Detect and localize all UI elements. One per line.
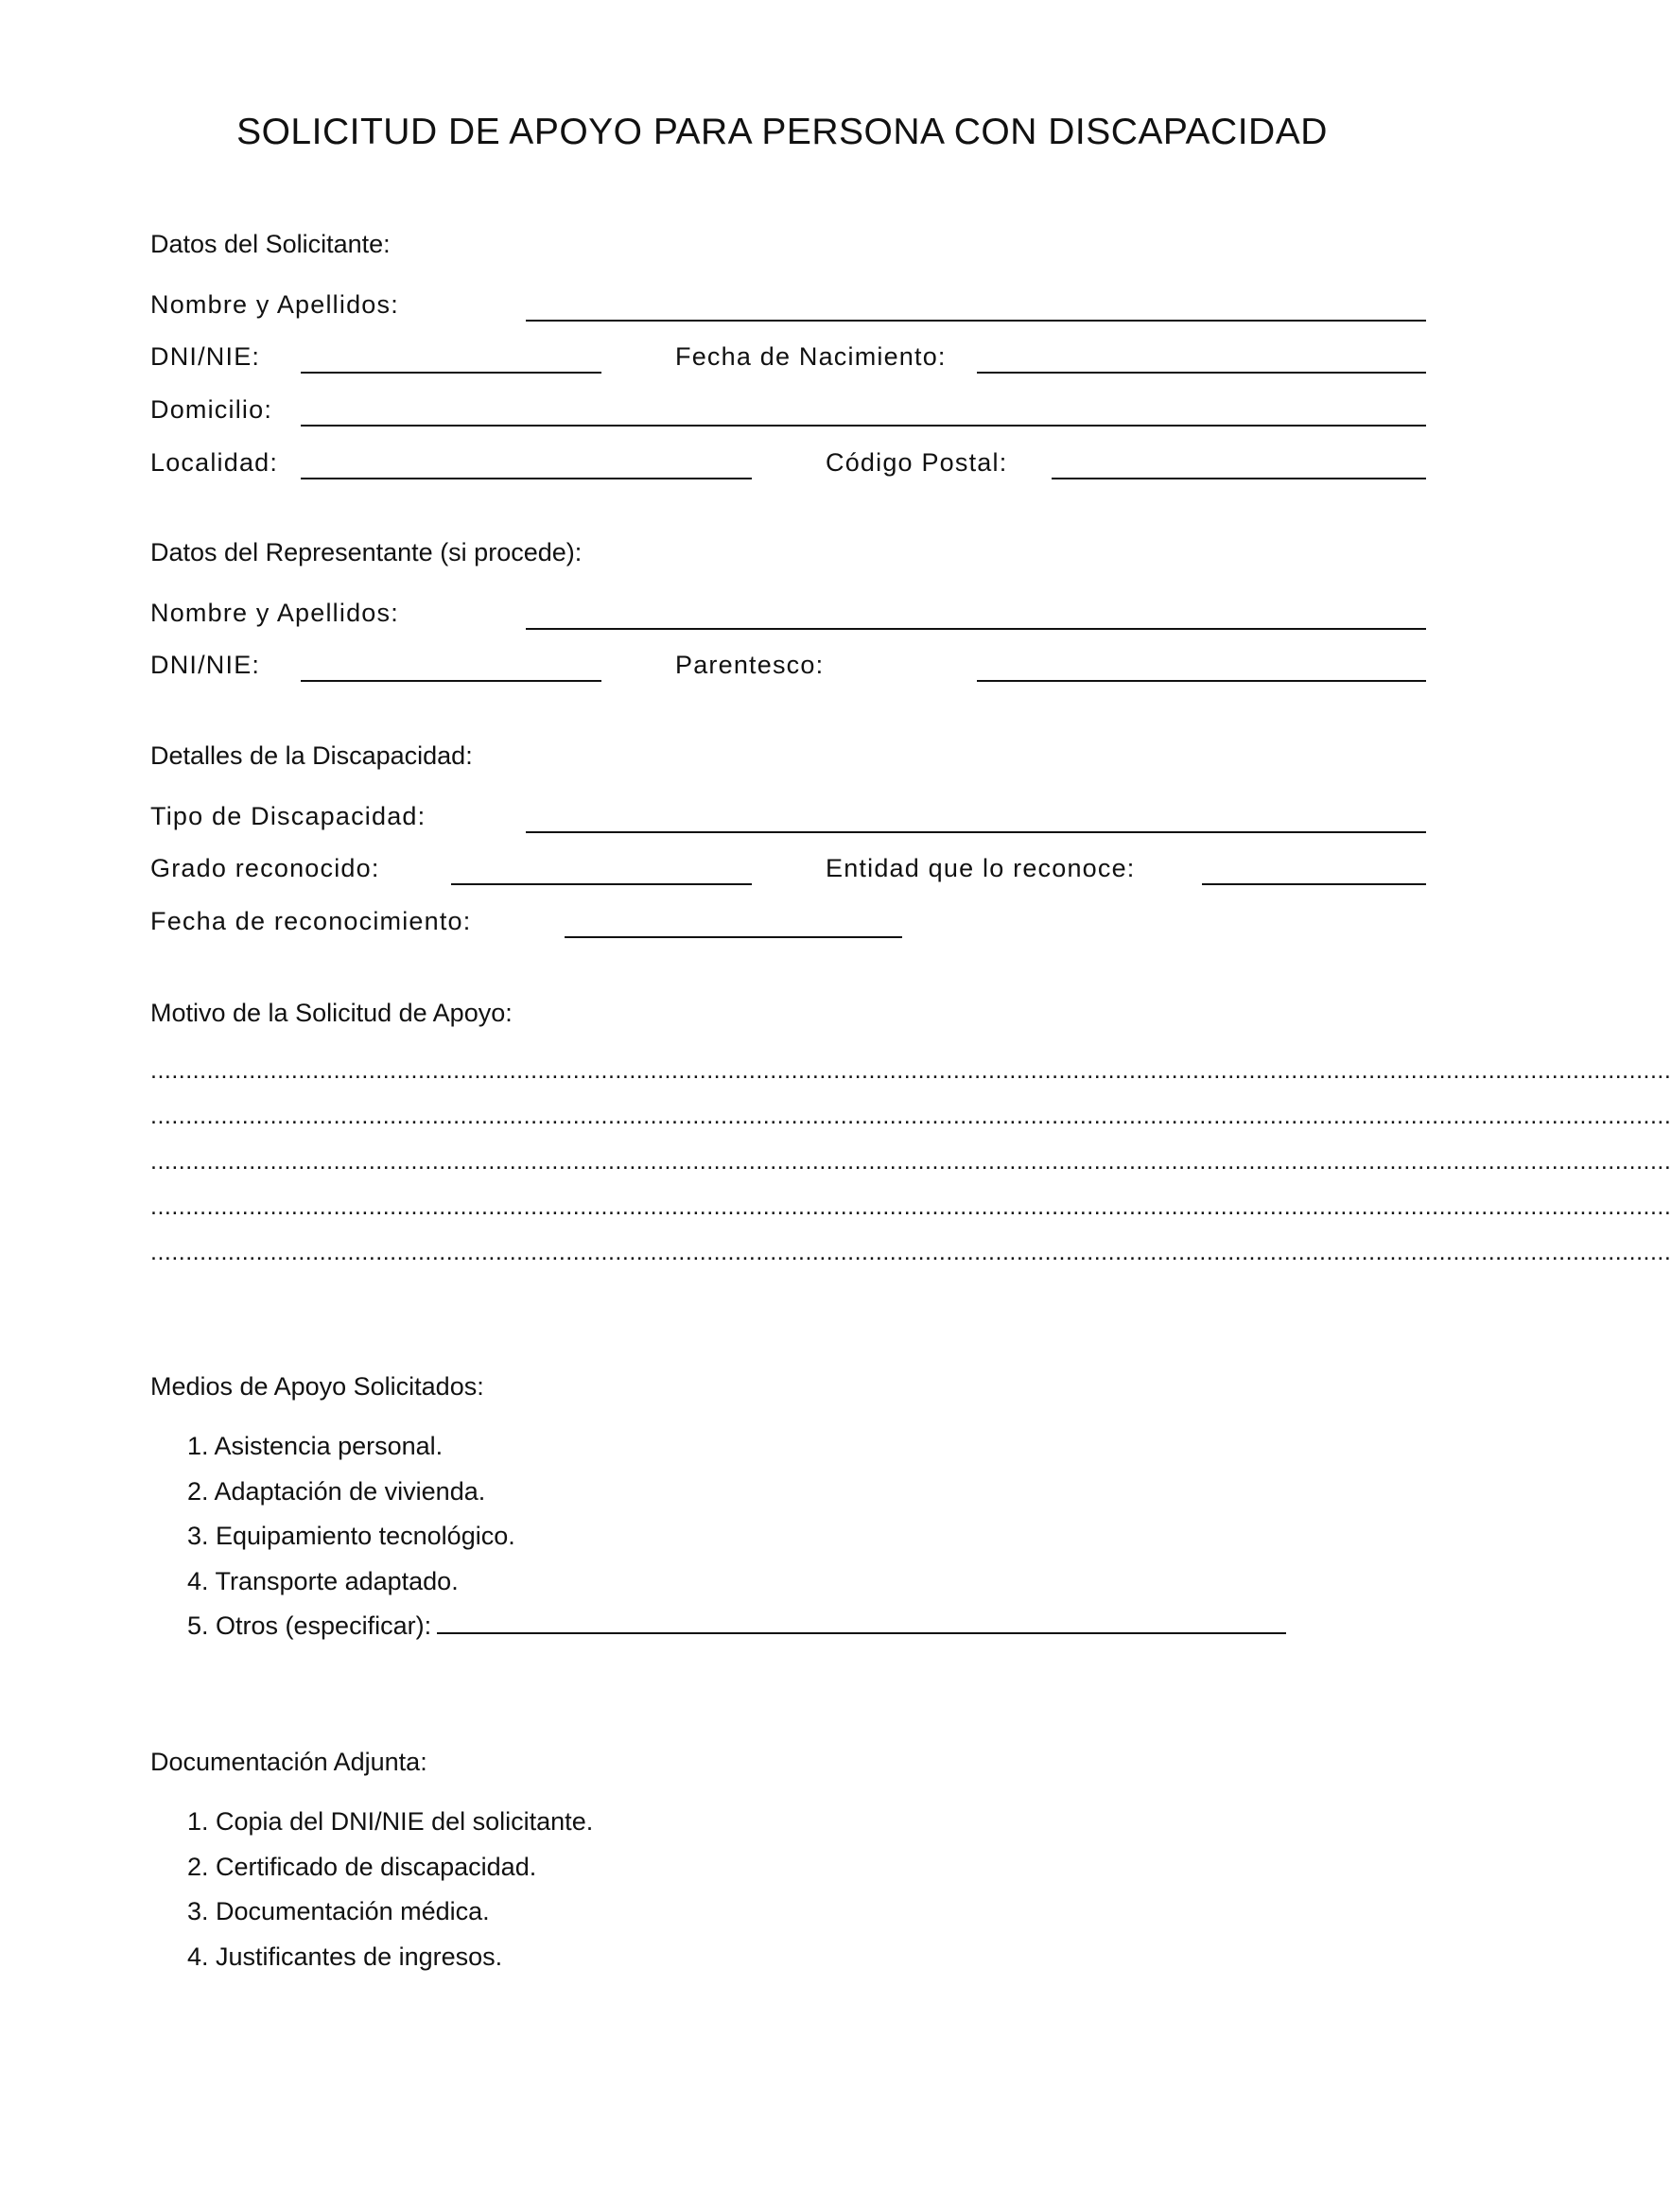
list-item — [187, 1611, 1286, 1657]
disability-date-field[interactable] — [565, 936, 902, 938]
reason-line-1[interactable]: ........................................................................................................................................................................................................................ — [150, 1057, 1671, 1084]
reason-section-heading: Motivo de la Solicitud de Apoyo: — [150, 999, 513, 1027]
applicant-section-heading: Datos del Solicitante: — [150, 230, 391, 258]
representative-dni-label: DNI/NIE: — [150, 651, 261, 679]
applicant-birth-field[interactable] — [977, 372, 1426, 374]
applicant-city-label: Localidad: — [150, 448, 279, 477]
list-item — [187, 1853, 593, 1898]
list-item — [187, 1567, 1286, 1612]
representative-name-label: Nombre y Apellidos: — [150, 599, 399, 627]
representative-section-heading: Datos del Representante (si procede): — [150, 538, 583, 566]
reason-line-5[interactable]: ........................................................................................................................................................................................................................ — [150, 1239, 1671, 1265]
applicant-postal-field[interactable] — [1052, 478, 1426, 479]
page-title: SOLICITUD DE APOYO PARA PERSONA CON DISCAPACIDAD — [236, 112, 1328, 152]
support-item-5: 5. Otros (especificar): — [187, 1611, 432, 1640]
list-item — [187, 1807, 593, 1853]
applicant-dni-field[interactable] — [301, 372, 601, 374]
documents-section-heading: Documentación Adjunta: — [150, 1748, 427, 1776]
disability-entity-field[interactable] — [1202, 883, 1426, 885]
document-item-2: 2. Certificado de discapacidad. — [187, 1852, 537, 1881]
document-item-1: 1. Copia del DNI/NIE del solicitante. — [187, 1807, 594, 1836]
support-section-heading: Medios de Apoyo Solicitados: — [150, 1372, 484, 1401]
disability-grade-field[interactable] — [451, 883, 752, 885]
support-item-4: 4. Transporte adaptado. — [187, 1566, 459, 1595]
representative-name-field[interactable] — [526, 628, 1426, 630]
applicant-address-field[interactable] — [301, 425, 1426, 427]
applicant-dni-label: DNI/NIE: — [150, 342, 261, 371]
disability-entity-label: Entidad que lo reconoce: — [826, 854, 1136, 882]
support-item-2: 2. Adaptación de vivienda. — [187, 1476, 486, 1506]
list-item — [187, 1432, 1286, 1477]
list-item — [187, 1897, 593, 1942]
list-item — [187, 1522, 1286, 1567]
support-other-field[interactable] — [437, 1611, 1286, 1634]
document-item-3: 3. Documentación médica. — [187, 1897, 490, 1925]
list-item — [187, 1942, 593, 1988]
applicant-city-field[interactable] — [301, 478, 752, 479]
disability-grade-label: Grado reconocido: — [150, 854, 380, 882]
applicant-name-field[interactable] — [526, 320, 1426, 322]
representative-relation-field[interactable] — [977, 680, 1426, 682]
disability-type-field[interactable] — [526, 831, 1426, 833]
applicant-birth-label: Fecha de Nacimiento: — [675, 342, 947, 371]
support-list — [187, 1432, 1286, 1657]
support-item-3: 3. Equipamiento tecnológico. — [187, 1522, 515, 1550]
disability-date-label: Fecha de reconocimiento: — [150, 907, 472, 935]
support-item-1: 1. Asistencia personal. — [187, 1432, 444, 1460]
reason-line-2[interactable]: ........................................................................................................................................................................................................................ — [150, 1103, 1671, 1129]
representative-dni-field[interactable] — [301, 680, 601, 682]
disability-section-heading: Detalles de la Discapacidad: — [150, 741, 473, 770]
list-item — [187, 1477, 1286, 1523]
applicant-postal-label: Código Postal: — [826, 448, 1008, 477]
reason-line-3[interactable]: ........................................................................................................................................................................................................................ — [150, 1148, 1671, 1175]
documents-list — [187, 1807, 593, 1987]
representative-relation-label: Parentesco: — [675, 651, 825, 679]
disability-type-label: Tipo de Discapacidad: — [150, 802, 426, 830]
document-item-4: 4. Justificantes de ingresos. — [187, 1942, 503, 1971]
applicant-name-label: Nombre y Apellidos: — [150, 290, 399, 319]
applicant-address-label: Domicilio: — [150, 395, 273, 424]
reason-line-4[interactable]: ........................................................................................................................................................................................................................ — [150, 1193, 1671, 1220]
